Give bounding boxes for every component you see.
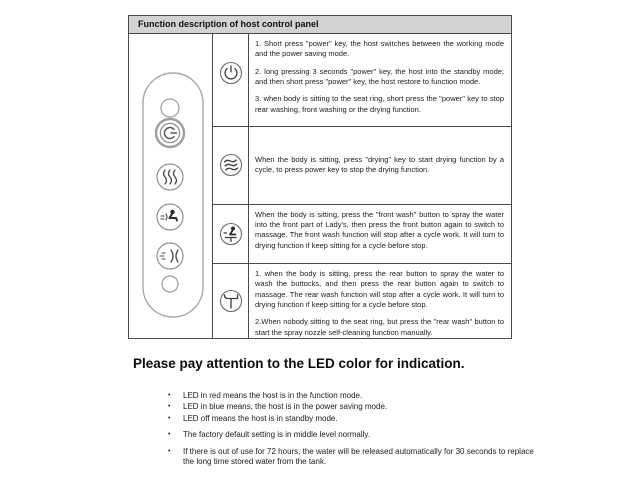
front-wash-button — [157, 204, 183, 230]
remote-control-illustration — [142, 72, 204, 318]
rear-wash-icon-cell — [213, 264, 249, 338]
rear-wash-description — [249, 264, 511, 338]
power-icon-cell — [213, 34, 249, 126]
control-panel-cell — [129, 34, 213, 338]
bullet-dot — [168, 430, 183, 440]
bullet-text-factory-default: The factory default setting is in middle level normally. — [183, 430, 371, 440]
bullet-dot — [168, 447, 183, 468]
drying-description — [249, 127, 511, 204]
function-table — [128, 15, 512, 339]
bullet-dot — [168, 414, 183, 424]
table-row-drying — [213, 127, 511, 205]
table-row-rear-wash — [213, 264, 511, 338]
bullet-text-water-release: If there is out of use for 72 hours, the water will be released automatically for 30 seconds to replace the long time stored water from the tank. — [183, 446, 534, 466]
led-attention-heading: Please pay attention to the LED color for indication. — [133, 356, 465, 371]
rear-wash-desc-1: 1. when the body is sitting, press the rear button to spray the water to wash the buttocks, and then press the rear button again to switch to massage. The rear wash function will stop after a cycle work. It will turn to drying function if keep sitting for a cycle before stop. — [255, 268, 504, 309]
rear-wash-icon — [218, 288, 244, 314]
drying-desc: When the body is sitting, press "drying" key to start drying function by a cycle, to press power key to stop the drying function. — [255, 154, 504, 175]
bullet-text-led-blue: LED in blue means, the host is in the power saving mode. — [183, 402, 388, 412]
table-title: Function description of host control panel — [129, 16, 511, 34]
power-button — [156, 119, 184, 147]
front-wash-icon-cell — [213, 205, 249, 263]
power-desc-2: 2. long pressing 3 seconds "power" key, the host into the standby mode; and then short press "power" key, the host restore to function mode. — [255, 66, 504, 87]
remote-body-outline — [143, 73, 203, 317]
seat-sensor-dot — [162, 276, 178, 292]
table-row-front-wash — [213, 205, 511, 264]
bullet-text-led-red: LED in red means the host is in the function mode. — [183, 391, 363, 400]
power-desc-3: 3. when body is sitting to the seat ring, short press the "power" key to stop rear washing, front washing or the drying function. — [255, 94, 504, 114]
list-item — [168, 402, 534, 412]
rear-wash-desc-2: 2.When nobody sitting to the seat ring, but press the "rear wash" button to start the spray nozzle self-cleaning function manually. — [255, 317, 504, 337]
led-bullet-list — [168, 391, 534, 468]
power-icon — [218, 60, 244, 86]
description-rows — [213, 34, 511, 338]
front-wash-desc: When the body is sitting, press the "front wash" button to spray the water into the front part of Lady's, then press the front button again to switch to massage. The front wash function will stop after a cycle work. It will turn to drying function if keep sitting for a cycle before stop. — [255, 209, 504, 250]
power-icon — [164, 128, 176, 139]
rear-wash-button — [157, 243, 183, 269]
front-wash-description — [249, 205, 511, 263]
front-wash-icon — [161, 210, 177, 221]
list-item — [168, 391, 534, 401]
table-row-power — [213, 34, 511, 127]
led-indicator — [161, 99, 179, 117]
power-description — [249, 34, 511, 126]
bullet-dot — [168, 402, 183, 412]
bullet-text-led-off: LED off means the host is in standby mode. — [183, 413, 338, 423]
drying-icon — [164, 170, 177, 184]
rear-wash-icon — [160, 250, 178, 262]
front-wash-icon — [218, 221, 244, 247]
bullet-dot — [168, 391, 183, 401]
drying-button — [157, 164, 183, 190]
power-desc-1: 1. Short press "power" key, the host switches between the working mode and the power saving mode. — [255, 39, 504, 59]
list-item — [168, 414, 534, 424]
list-item — [168, 430, 534, 440]
list-item — [168, 447, 534, 468]
table-body — [129, 34, 511, 338]
drying-icon — [218, 152, 244, 178]
drying-icon-cell — [213, 127, 249, 204]
